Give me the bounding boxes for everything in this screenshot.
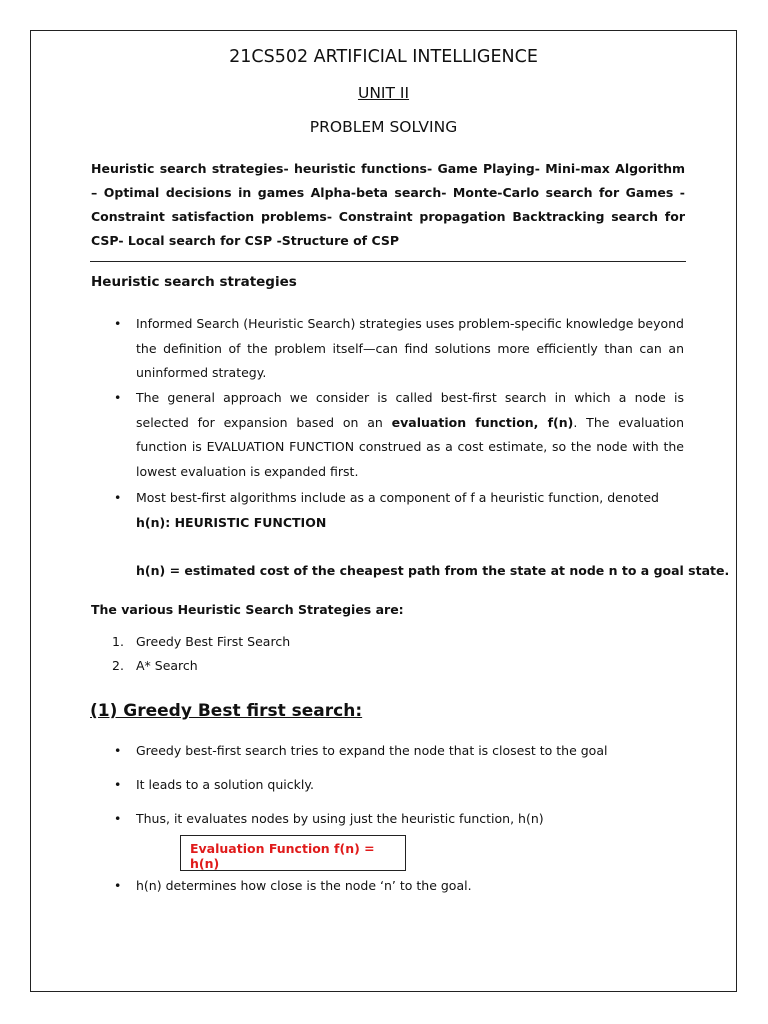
- bullet-text: Thus, it evaluates nodes by using just the heuristic function, h(n): [136, 811, 544, 826]
- course-title: 21CS502 ARTIFICIAL INTELLIGENCE: [229, 47, 538, 67]
- divider: [90, 261, 686, 262]
- list-text: Greedy Best First Search: [136, 634, 291, 649]
- list-number: 2.: [112, 658, 124, 673]
- bullet-text: It leads to a solution quickly.: [136, 777, 314, 792]
- section-heading-greedy: (1) Greedy Best first search:: [90, 701, 363, 721]
- bullet-text: Informed Search (Heuristic Search) strategies uses problem-specific knowledge beyond the definition of the problem itself—can find solutions more efficiently than can an uninformed strategy.: [136, 316, 684, 381]
- bullet-greedy-expand: [136, 739, 684, 764]
- evaluation-function-box: Evaluation Function f(n) = h(n): [180, 835, 406, 871]
- unit-label: UNIT II: [357, 84, 410, 102]
- section-heading-heuristic: Heuristic search strategies: [91, 274, 297, 290]
- heuristic-formula: h(n) = estimated cost of the cheapest path from the state at node n to a goal state.: [136, 563, 730, 578]
- topics-summary: Heuristic search strategies- heuristic functions- Game Playing- Mini-max Algorithm – Optimal decisions in games Alpha-beta search- Monte-Carlo search for Games - Constraint satisfaction problems- Constraint propagation Backtracking search for CSP- Local search for CSP -Structure of CSP: [91, 161, 685, 248]
- bullet-text: Most best-first algorithms include as a component of f a heuristic function, denoted: [136, 490, 659, 505]
- list-number: 1.: [112, 634, 124, 649]
- list-item: [112, 658, 198, 673]
- bullet-text: . The evaluation function is EVALUATION FUNCTION construed as a cost estimate, so the node with the lowest evaluation is expanded first.: [136, 414, 684, 480]
- list-item: [112, 634, 290, 649]
- bullet-text: Greedy best-first search tries to expand the node that is closest to the goal: [136, 743, 608, 758]
- bullet-text: h(n) determines how close is the node ‘n’ to the goal.: [136, 878, 472, 893]
- evaluation-function-term: evaluation function, f(n): [391, 414, 574, 430]
- bullet-heuristic-function: [136, 486, 684, 535]
- strategies-heading: The various Heuristic Search Strategies are:: [91, 602, 404, 617]
- bullet-greedy-quick: [136, 773, 684, 798]
- bullet-greedy-hn: [136, 874, 684, 899]
- bullet-informed-search: [136, 312, 684, 386]
- bullet-best-first: [136, 386, 684, 485]
- list-text: A* Search: [136, 658, 198, 673]
- unit-title: PROBLEM SOLVING: [309, 118, 458, 136]
- bullet-greedy-evaluate: [136, 807, 684, 832]
- bullet-text: The general approach we consider is called best-first search in which a node is selected for expansion based on an: [136, 390, 684, 430]
- heuristic-function-term: h(n): HEURISTIC FUNCTION: [136, 514, 327, 530]
